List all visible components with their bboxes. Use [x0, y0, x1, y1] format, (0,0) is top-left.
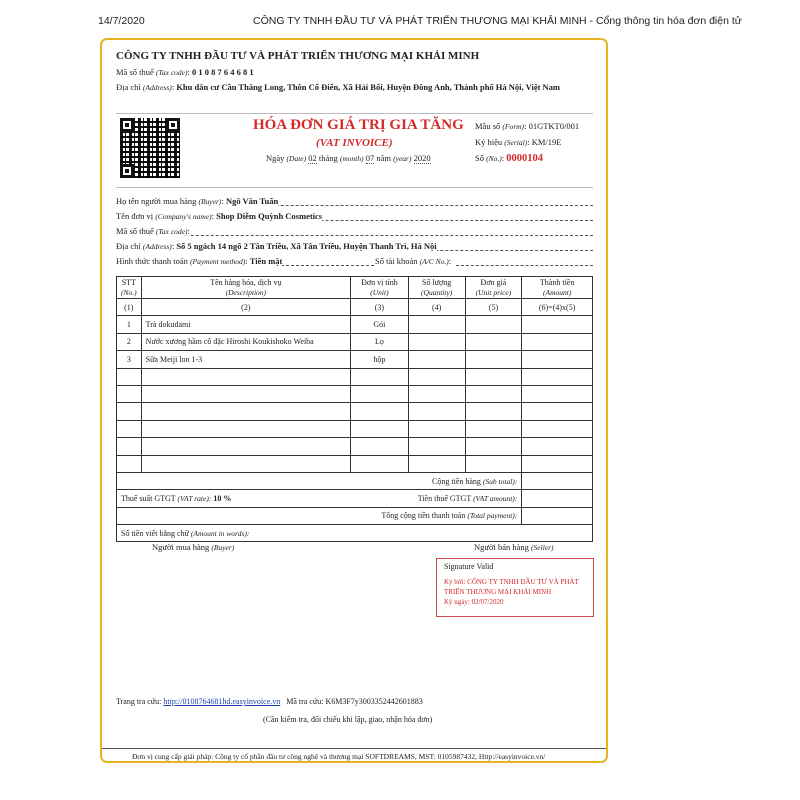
- divider: [116, 187, 593, 188]
- month: 07: [365, 153, 375, 163]
- buyer-address: Địa chỉ (Address): Số 5 ngách 14 ngõ 2 Tân Triều, Xã Tân Triều, Huyện Thanh Trì, Hà Nội: [116, 241, 437, 251]
- provider-line: Đơn vị cung cấp giải pháp: Công ty cổ phần đầu tư công nghệ và thương mại SOFTDREAMS, MST: 0105987432, Http://easyinvoice.vn/: [132, 752, 546, 761]
- divider: [116, 113, 593, 114]
- table-cell: 2: [117, 333, 142, 350]
- table-cell: Trà dokudami: [141, 316, 350, 333]
- divider: [102, 748, 606, 749]
- v: 0000104: [506, 153, 543, 164]
- l: Ký hiệu: [475, 137, 503, 147]
- subtotal-row: [117, 472, 593, 489]
- table-cell: Gói: [351, 316, 409, 333]
- table-cell: [141, 438, 350, 455]
- header-cell: [522, 277, 593, 299]
- table-cell: [351, 403, 409, 420]
- h: STT: [121, 277, 136, 287]
- label-en: (Address): [142, 83, 172, 92]
- table-cell: [522, 368, 593, 385]
- vat-rate: 10 %: [213, 493, 232, 503]
- l: Ngày: [266, 153, 285, 163]
- l: Người bán hàng: [474, 542, 529, 552]
- l: (VAT amount):: [473, 493, 518, 503]
- l: Mẫu số: [475, 121, 501, 131]
- l: (Company's name): [155, 212, 212, 221]
- h-en: (Unit price): [475, 287, 512, 297]
- l: (Address): [142, 242, 172, 251]
- column-number: (3): [351, 299, 409, 316]
- column-number: (4): [408, 299, 465, 316]
- invoice-number: Số (No.): 0000104: [475, 153, 543, 164]
- l: (Buyer): [211, 543, 235, 552]
- l: (Tax code): [155, 227, 188, 236]
- v: Ngô Văn Tuấn: [225, 196, 279, 206]
- table-cell: [465, 455, 522, 472]
- invoice-title: HÓA ĐƠN GIÁ TRỊ GIA TĂNG: [253, 117, 464, 133]
- table-cell: [117, 455, 142, 472]
- v: Tiền mặt: [249, 256, 283, 266]
- l: Tiền thuế GTGT: [417, 493, 472, 503]
- table-cell: [141, 455, 350, 472]
- table-cell: [408, 351, 465, 368]
- l: (Form): [502, 122, 525, 131]
- seller-address-value: Khu dân cư Cầu Thăng Long, Thôn Cổ Điển, Xã Hải Bối, Huyện Đông Anh, Thành phố Hà Nội, Việt Nam: [176, 82, 561, 92]
- table-cell: [117, 403, 142, 420]
- day: 02: [308, 153, 317, 163]
- vat-value: [522, 490, 593, 507]
- table-cell: [351, 455, 409, 472]
- table-cell: [465, 316, 522, 333]
- label: Mã số thuế: [116, 67, 156, 77]
- column-number: (5): [465, 299, 522, 316]
- table-cell: [465, 385, 522, 402]
- l: năm: [376, 153, 392, 163]
- table-cell: hộp: [351, 351, 409, 368]
- header-cell: [117, 277, 142, 299]
- table-row: [117, 438, 593, 455]
- table-row: [117, 333, 593, 350]
- buyer-tax: Mã số thuế (Tax code):: [116, 226, 190, 236]
- h: Số lượng: [422, 277, 452, 287]
- l: Thuế suất GTGT: [121, 493, 176, 503]
- l: Số: [475, 153, 484, 163]
- year: 2020: [413, 153, 431, 163]
- seller-signature-label: [474, 542, 554, 552]
- invoice-subtitle: (VAT INVOICE): [316, 137, 393, 149]
- l: (Total payment):: [467, 511, 518, 521]
- table-row: [117, 455, 593, 472]
- buyer-name: Họ tên người mua hàng (Buyer): Ngô Văn Tuấn: [116, 196, 279, 206]
- l: (Payment method): [190, 257, 246, 266]
- table-cell: [465, 351, 522, 368]
- table-cell: [408, 385, 465, 402]
- table-cell: [522, 438, 593, 455]
- buyer-signature-label: [152, 542, 234, 552]
- table-cell: [522, 403, 593, 420]
- table-cell: Lọ: [351, 333, 409, 350]
- column-number: (6)=(4)x(5): [522, 299, 593, 316]
- table-cell: [117, 368, 142, 385]
- print-title: CÔNG TY TNHH ĐẦU TƯ VÀ PHÁT TRIỂN THƯƠNG MẠI KHẢI MINH - Cổng thông tin hóa đơn điện tử: [253, 15, 742, 27]
- l: Địa chỉ: [116, 241, 141, 251]
- table-cell: [522, 333, 593, 350]
- v: Shop Diễm Quỳnh Cosmetics: [216, 211, 323, 221]
- l: Hình thức thanh toán: [116, 256, 188, 266]
- l: (Serial): [504, 138, 528, 147]
- header-cell: [351, 277, 409, 299]
- signed-date: Ký ngày: 02/07/2020: [444, 598, 504, 606]
- table-cell: [522, 385, 593, 402]
- header-cell: [408, 277, 465, 299]
- words-row: [117, 525, 593, 542]
- vat-row: [117, 490, 593, 507]
- header-cell: [465, 277, 522, 299]
- column-number: (2): [141, 299, 350, 316]
- total-value: [522, 507, 593, 524]
- l: Số tài khoản: [375, 256, 418, 266]
- lookup-code: K6M3F7y3003352442601883: [325, 697, 423, 706]
- table-cell: [408, 368, 465, 385]
- table-row: [117, 385, 593, 402]
- h: Thành tiền: [539, 277, 575, 287]
- table-row: [117, 351, 593, 368]
- h: Đơn vị tính: [361, 277, 398, 287]
- header-row: [117, 277, 593, 299]
- account-no: Số tài khoản (A/C No.):: [375, 256, 452, 266]
- table-cell: [141, 420, 350, 437]
- l: (Sub total):: [482, 476, 518, 486]
- signed-by-2: TRIỂN THƯƠNG MẠI KHẢI MINH: [444, 588, 552, 596]
- serial: Ký hiệu (Serial): KM/19E: [475, 137, 562, 147]
- table-row: [117, 403, 593, 420]
- l: (Date): [286, 154, 307, 163]
- l: (Buyer): [198, 197, 222, 206]
- table-cell: 3: [117, 351, 142, 368]
- l: Mã tra cứu:: [286, 697, 324, 706]
- table-cell: Nước xương hầm cô đặc Hiroshi Koukishoko Weiba: [141, 333, 350, 350]
- l: Trang tra cứu:: [116, 697, 162, 706]
- table-row: [117, 316, 593, 333]
- seller-tax: Mã số thuế (Tax code): 0 1 0 8 7 6 4 6 8 1: [116, 67, 254, 77]
- l: (A/C No.): [419, 257, 449, 266]
- v: 01GTKT0/001: [528, 121, 580, 131]
- l: Số tiền viết bằng chữ: [121, 528, 189, 538]
- l: Cộng tiền hàng: [432, 476, 481, 486]
- invoice-date: [266, 153, 431, 163]
- table-cell: [117, 420, 142, 437]
- items-table: [116, 276, 593, 542]
- seller-tax-code: 0 1 0 8 7 6 4 6 8 1: [192, 67, 254, 77]
- lookup-line: [116, 697, 423, 706]
- table-cell: [465, 438, 522, 455]
- table-cell: [522, 316, 593, 333]
- table-cell: [141, 385, 350, 402]
- h-en: (Unit): [370, 287, 389, 297]
- print-date: 14/7/2020: [98, 15, 145, 27]
- subtotal-value: [522, 472, 593, 489]
- l: tháng: [318, 153, 338, 163]
- table-cell: [465, 333, 522, 350]
- l: Tên đơn vị: [116, 211, 154, 221]
- l: (year): [393, 154, 412, 163]
- total-row: [117, 507, 593, 524]
- table-row: [117, 368, 593, 385]
- label-en: (Tax code): [155, 68, 188, 77]
- label: Địa chỉ: [116, 82, 143, 92]
- l: Người mua hàng: [152, 542, 210, 552]
- column-number-row: [117, 299, 593, 316]
- table-cell: Sữa Meiji lon 1-3: [141, 351, 350, 368]
- table-cell: [465, 403, 522, 420]
- seller-name: CÔNG TY TNHH ĐẦU TƯ VÀ PHÁT TRIỂN THƯƠNG MẠI KHẢI MINH: [116, 50, 480, 62]
- table-cell: [141, 403, 350, 420]
- qr-code: [120, 118, 180, 178]
- h: Đơn giá: [480, 277, 507, 287]
- check-note: (Cần kiểm tra, đối chiếu khi lập, giao, nhận hóa đơn): [263, 715, 433, 724]
- v: Số 5 ngách 14 ngõ 2 Tân Triều, Xã Tân Triều, Huyện Thanh Trì, Hà Nội: [176, 241, 437, 251]
- l: (Amount in words):: [190, 528, 250, 538]
- payment-method: Hình thức thanh toán (Payment method): Tiền mặt: [116, 256, 283, 266]
- form-no: Mẫu số (Form): 01GTKT0/001: [475, 121, 580, 131]
- l: Tổng cộng tiền thanh toán: [381, 511, 466, 521]
- digital-signature-box: [436, 558, 594, 617]
- table-cell: [408, 438, 465, 455]
- v: KM/19E: [531, 137, 562, 147]
- l: Họ tên người mua hàng: [116, 196, 197, 206]
- signed-by: Ký bởi: CÔNG TY TNHH ĐẦU TƯ VÀ PHÁT: [444, 578, 579, 586]
- seller-address: Địa chỉ (Address): Khu dân cư Cầu Thăng Long, Thôn Cổ Điển, Xã Hải Bối, Huyện Đông Anh, Thành phố Hà Nội, Việt Nam: [116, 82, 561, 92]
- table-cell: [465, 368, 522, 385]
- table-cell: [522, 455, 593, 472]
- lookup-link[interactable]: http://0108764681hd.easyinvoice.vn: [163, 697, 281, 706]
- table-cell: [408, 420, 465, 437]
- l: (Seller): [531, 543, 554, 552]
- l: Mã số thuế: [116, 226, 154, 236]
- h-en: (Amount): [542, 287, 572, 297]
- table-cell: [465, 420, 522, 437]
- l: (VAT rate):: [177, 493, 212, 503]
- table-cell: [141, 368, 350, 385]
- table-cell: [117, 385, 142, 402]
- table-cell: [408, 455, 465, 472]
- signature-valid: Signature Valid: [444, 562, 494, 571]
- table-cell: [117, 438, 142, 455]
- buyer-company: Tên đơn vị (Company's name): Shop Diễm Quỳnh Cosmetics: [116, 211, 323, 221]
- table-cell: [408, 316, 465, 333]
- h-en: (Quantity): [421, 287, 453, 297]
- l: (No.): [486, 154, 502, 163]
- table-cell: 1: [117, 316, 142, 333]
- h-en: (Description): [225, 287, 267, 297]
- table-cell: [351, 438, 409, 455]
- table-cell: [351, 368, 409, 385]
- table-cell: [408, 333, 465, 350]
- table-cell: [522, 420, 593, 437]
- table-cell: [351, 385, 409, 402]
- table-cell: [522, 351, 593, 368]
- h-en: (No.): [121, 287, 137, 297]
- table-row: [117, 420, 593, 437]
- header-cell: [141, 277, 350, 299]
- table-cell: [351, 420, 409, 437]
- l: (month): [339, 154, 364, 163]
- h: Tên hàng hóa, dịch vụ: [210, 277, 282, 287]
- table-cell: [408, 403, 465, 420]
- column-number: (1): [117, 299, 142, 316]
